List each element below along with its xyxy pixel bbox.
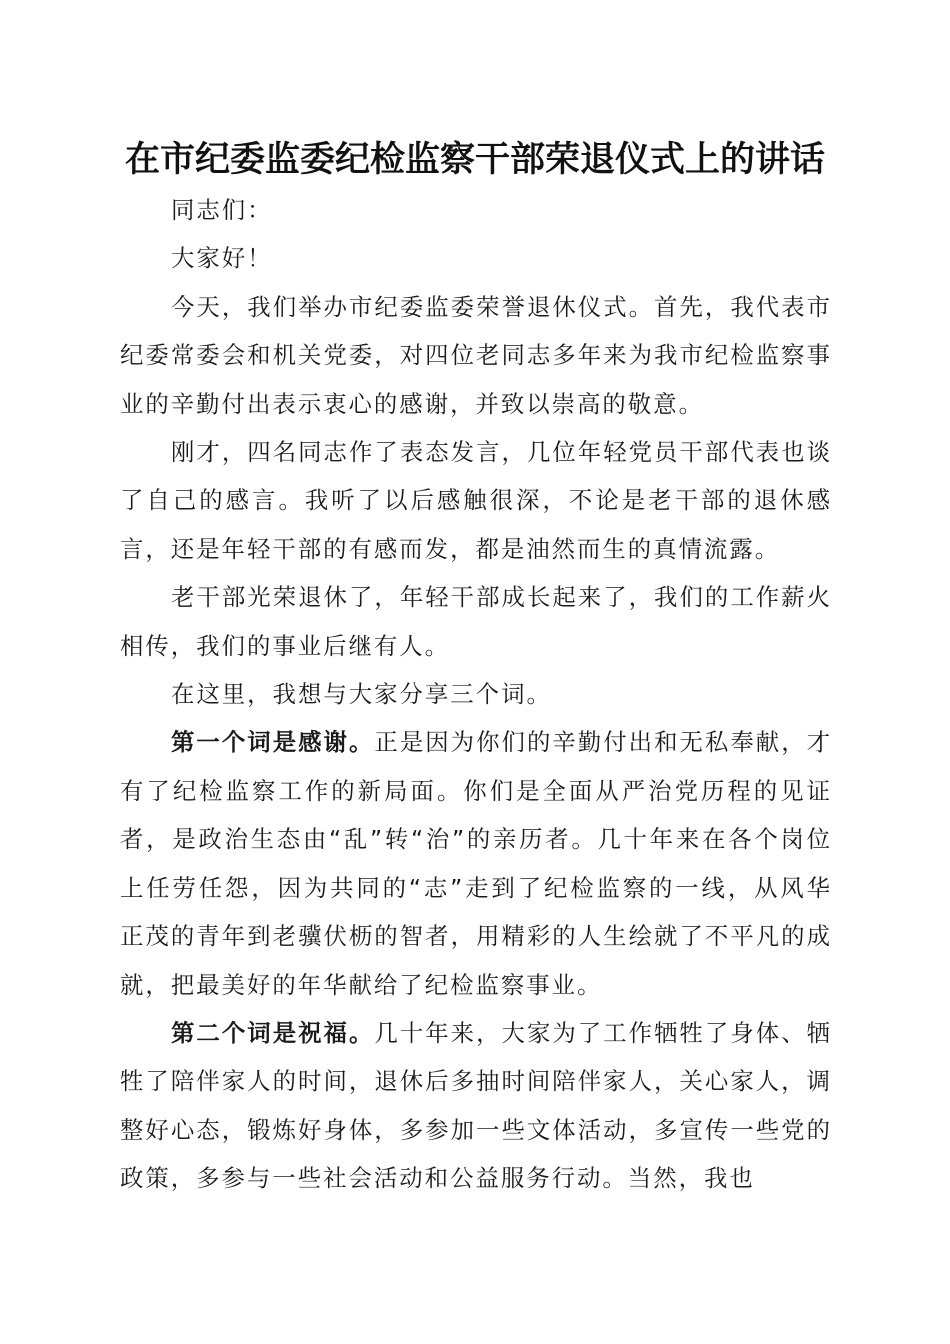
section-blessing-text: 几十年来，大家为了工作牺牲了身体、牺牲了陪伴家人的时间，退休后多抽时间陪伴家人，关心家人，调整好心态，锻炼好身体，多参加一些文体活动，多宣传一些党的政策，多参与一些社会活动和公益服务行动。当然，我也	[120, 1018, 833, 1193]
section-thanks	[120, 718, 832, 1008]
section-thanks-text: 正是因为你们的辛勤付出和无私奉献，才有了纪检监察工作的新局面。你们是全面从严治党历程的见证者，是政治生态由“乱”转“治”的亲历者。几十年来在各个岗位上任劳任怨，因为共同的“志”走到了纪检监察的一线，从风华正茂的青年到老骥伏枥的智者，用精彩的人生绘就了不平凡的成就，把最美好的年华献给了纪检监察事业。	[120, 728, 833, 999]
paragraph-speeches: 刚才，四名同志作了表态发言，几位年轻党员干部代表也谈了自己的感言。我听了以后感触很深，不论是老干部的退休感言，还是年轻干部的有感而发，都是油然而生的真情流露。	[120, 438, 832, 563]
paragraph-three-words: 在这里，我想与大家分享三个词。	[171, 680, 552, 709]
paragraph-succession: 老干部光荣退休了，年轻干部成长起来了，我们的工作薪火相传，我们的事业后继有人。	[120, 583, 832, 660]
section-thanks-heading: 第一个词是感谢。	[171, 728, 375, 757]
page-title: 在市纪委监委纪检监察干部荣退仪式上的讲话	[124, 139, 825, 180]
salutation: 同志们：	[171, 196, 273, 224]
greeting: 大家好！	[171, 244, 273, 273]
section-blessing-heading: 第二个词是祝福。	[171, 1018, 375, 1047]
section-blessing	[120, 1009, 832, 1203]
speech-body	[120, 186, 832, 1203]
paragraph-opening: 今天，我们举办市纪委监委荣誉退休仪式。首先，我代表市纪委常委会和机关党委，对四位老同志多年来为我市纪检监察事业的辛勤付出表示衷心的感谢，并致以崇高的敬意。	[120, 292, 832, 418]
